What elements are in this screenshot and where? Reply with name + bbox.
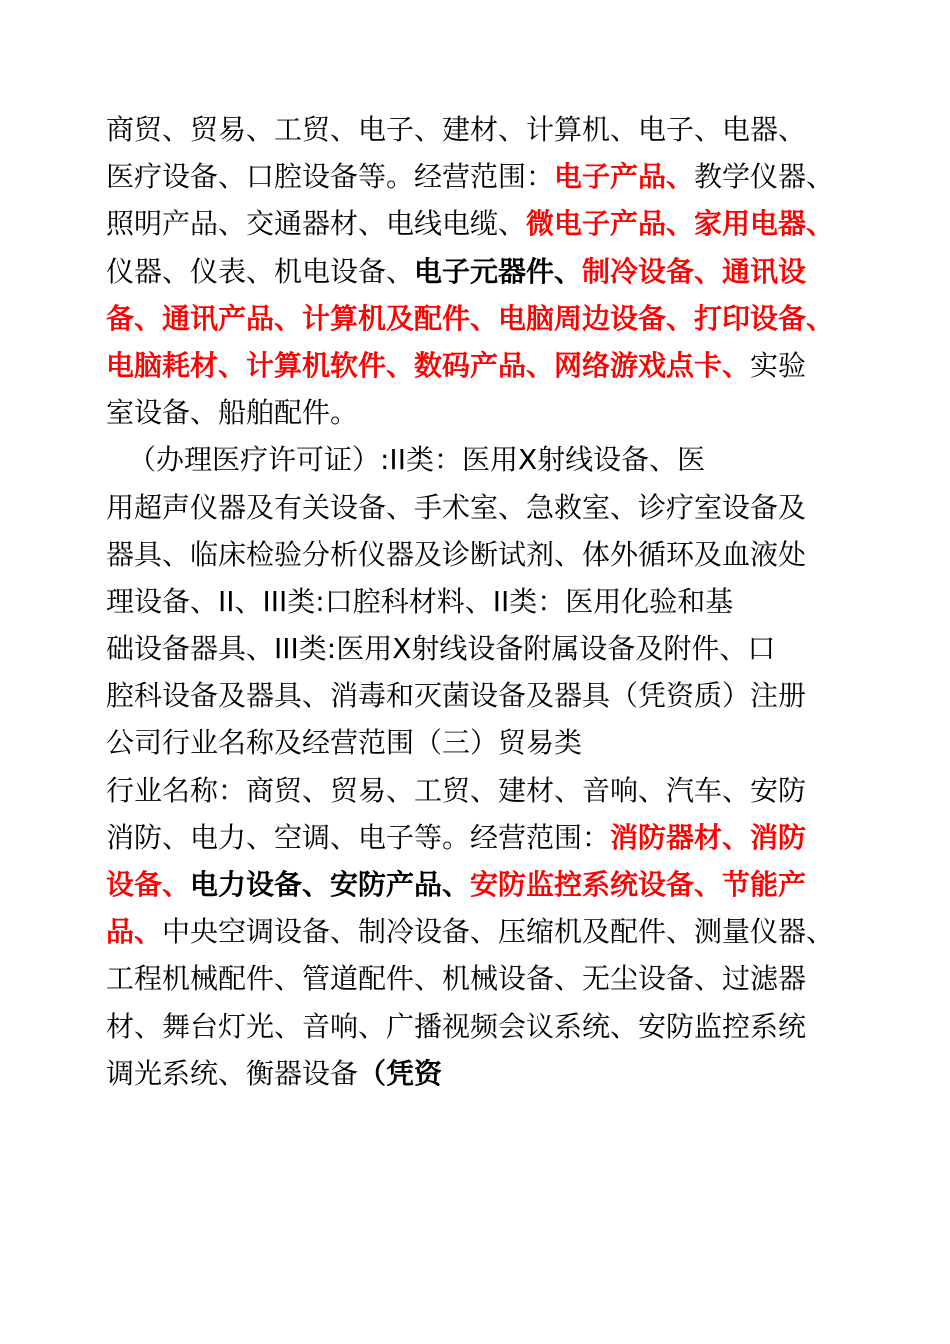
text-line <box>106 955 876 1002</box>
text-segment: 商贸、贸易、工贸、电子、建材、计算机、电子、电器、 <box>106 113 807 146</box>
text-line <box>106 200 876 247</box>
text-line <box>106 908 876 955</box>
text-segment: （办理医疗许可证）:II类：医用X射线设备、医 <box>128 443 706 477</box>
text-segment: 础设备器具、III类:医用X射线设备附属设备及附件、口 <box>106 632 776 666</box>
highlighted-text: 微电子产品、家用电器、 <box>526 207 835 241</box>
highlighted-text: 安防监控系统设备、节能产 <box>470 868 807 901</box>
text-segment: 教学仪器、 <box>694 160 835 194</box>
text-line <box>106 861 876 908</box>
text-segment: 消防、电力、空调、电子等。经营范围： <box>106 820 611 854</box>
text-line <box>106 484 876 531</box>
text-segment: 公司行业名称及经营范围（三）贸易类 <box>106 726 583 760</box>
highlighted-text: 制冷设备、通讯设 <box>582 254 807 288</box>
bold-text: 电子元器件、 <box>414 254 583 288</box>
bold-text: （凭资 <box>358 1056 443 1090</box>
text-line <box>106 814 876 861</box>
text-line <box>106 767 876 814</box>
highlighted-text: 消防器材、消防 <box>610 820 807 854</box>
text-segment: 工程机械配件、管道配件、机械设备、无尘设备、过滤器 <box>106 962 807 996</box>
text-segment: 用超声仪器及有关设备、手术室、急救室、诊疗室设备及 <box>106 490 807 524</box>
text-segment: 室设备、船舶配件。 <box>106 396 359 430</box>
text-line <box>106 389 876 436</box>
text-line <box>106 153 876 200</box>
text-line <box>106 719 876 766</box>
highlighted-text: 电子产品、 <box>554 160 695 194</box>
text-segment: 中央空调设备、制冷设备、压缩机及配件、测量仪器、 <box>162 915 835 949</box>
text-segment: 理设备、II、III类:口腔科材料、II类：医用化验和基 <box>106 584 734 618</box>
text-line <box>106 248 876 295</box>
highlighted-text: 品、 <box>106 915 163 949</box>
highlighted-text: 备、通讯产品、计算机及配件、电脑周边设备、打印设备、 <box>106 301 835 335</box>
text-line <box>106 531 876 578</box>
text-line <box>106 436 876 483</box>
text-line <box>106 1050 876 1097</box>
document-page <box>106 106 876 1097</box>
text-segment: 行业名称：商贸、贸易、工贸、建材、音响、汽车、安防 <box>106 773 807 807</box>
highlighted-text: 电脑耗材、计算机软件、数码产品、网络游戏点卡、 <box>106 348 751 382</box>
text-segment: 材、舞台灯光、音响、广播视频会议系统、安防监控系统 <box>106 1009 807 1043</box>
text-line <box>106 672 876 719</box>
text-line <box>106 625 876 672</box>
text-segment: 照明产品、交通器材、电线电缆、 <box>106 207 527 241</box>
bold-text: 电力设备、安防产品、 <box>190 868 471 901</box>
text-segment: 实验 <box>750 348 807 382</box>
text-line <box>106 106 876 153</box>
text-line <box>106 342 876 389</box>
highlighted-text: 设备、 <box>106 868 191 901</box>
text-line <box>106 1003 876 1050</box>
text-segment: 腔科设备及器具、消毒和灭菌设备及器具（凭资质）注册 <box>106 679 807 713</box>
text-segment: 调光系统、衡器设备 <box>106 1056 359 1090</box>
text-segment: 仪器、仪表、机电设备、 <box>106 254 415 288</box>
text-segment: 器具、临床检验分析仪器及诊断试剂、体外循环及血液处 <box>106 537 807 571</box>
text-segment: 医疗设备、口腔设备等。经营范围： <box>106 160 555 194</box>
text-line <box>106 295 876 342</box>
text-line <box>106 578 876 625</box>
